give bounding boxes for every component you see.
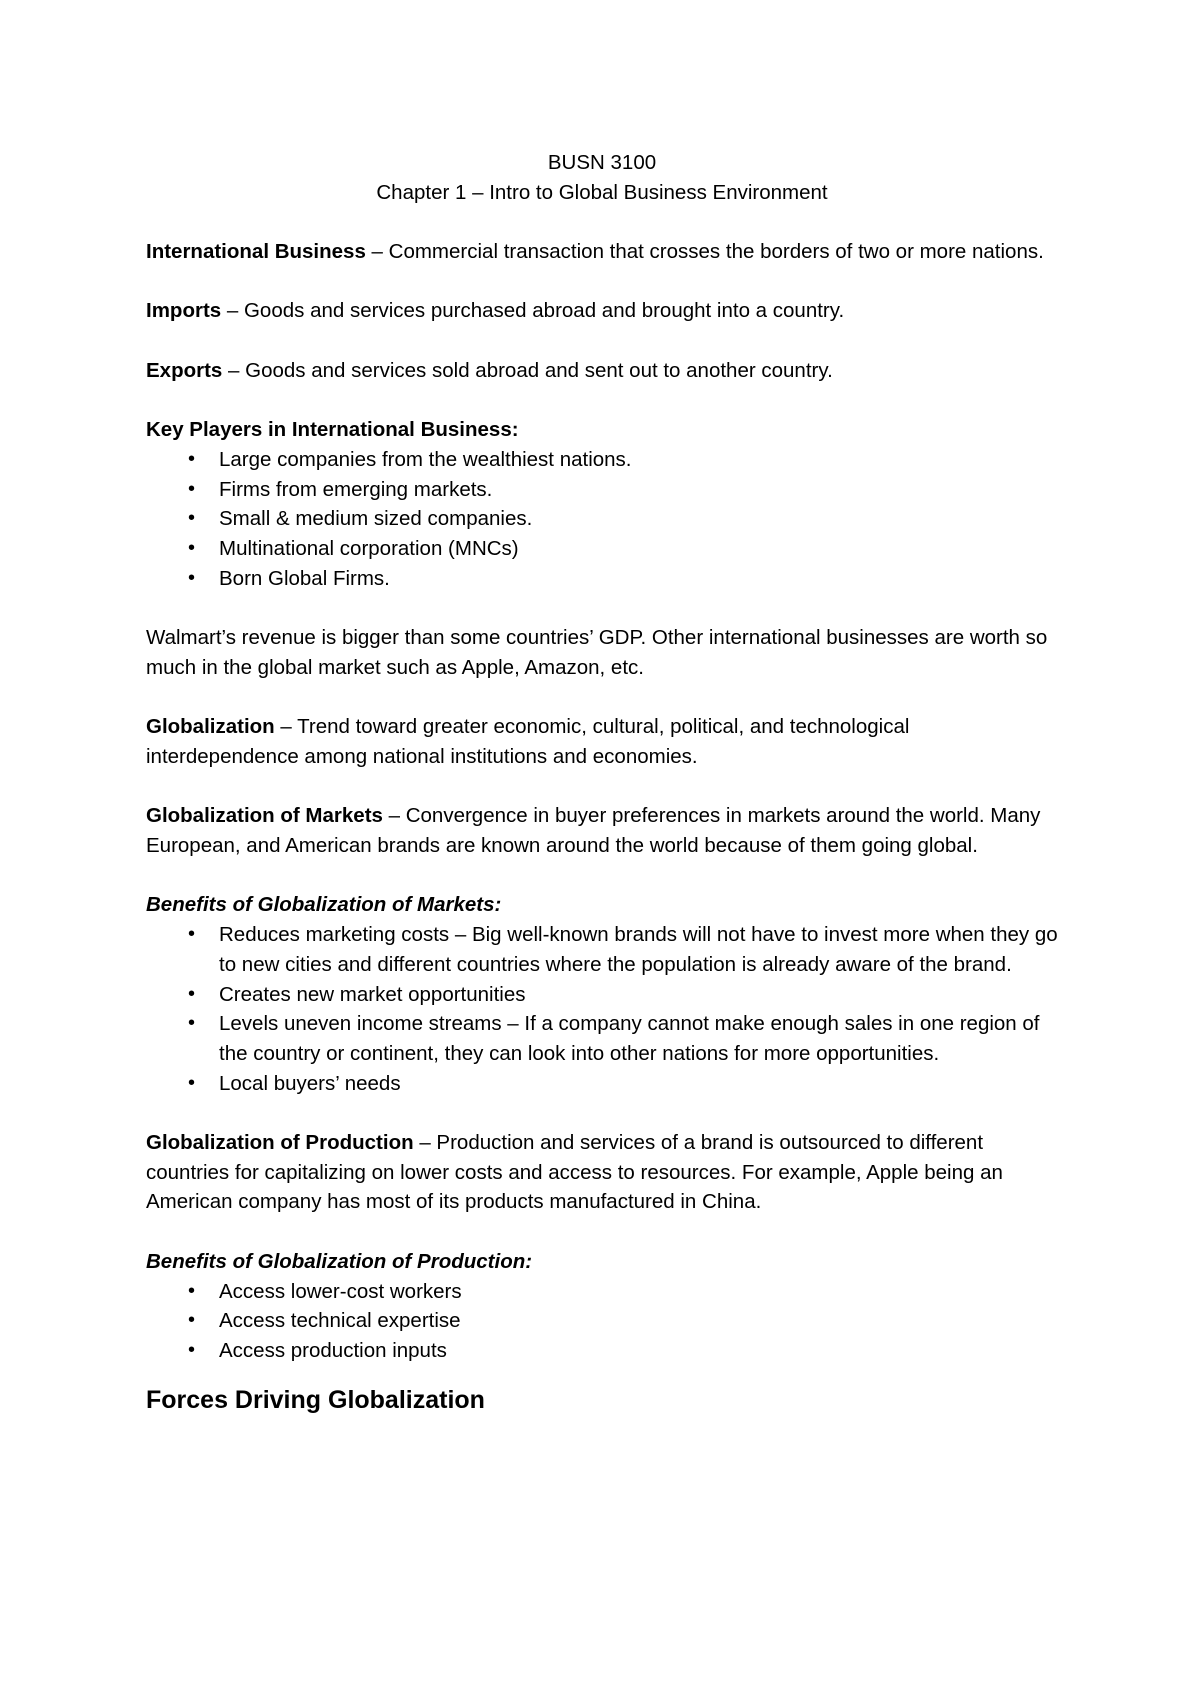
bullet-icon: •	[188, 1309, 196, 1332]
bullet-icon: •	[188, 1279, 196, 1302]
definition-globalization	[146, 712, 1058, 771]
definition-globalization-of-production	[146, 1128, 1058, 1217]
definition-exports	[146, 356, 1058, 386]
document-body	[146, 148, 1058, 1417]
list-item: • Local buyers’ needs	[146, 1069, 1058, 1099]
def-international-business: – Commercial transaction that crosses the borders of two or more nations.	[365, 240, 1044, 264]
list-item: • Small & medium sized companies.	[146, 504, 1058, 534]
term-exports: Exports	[146, 358, 223, 382]
bullet-icon: •	[188, 507, 196, 530]
bullet-icon: •	[188, 537, 196, 560]
forces-driving-globalization-heading: Forces Driving Globalization	[146, 1385, 485, 1414]
list-item: • Access lower-cost workers	[146, 1277, 1058, 1307]
benefits-production-heading: Benefits of Globalization of Production:	[146, 1249, 533, 1273]
list-item: • Multinational corporation (MNCs)	[146, 534, 1058, 564]
bullet-icon: •	[188, 923, 196, 946]
benefits-markets-list	[146, 920, 1058, 1098]
term-globalization-of-production: Globalization of Production	[146, 1131, 414, 1155]
key-players-heading: Key Players in International Business:	[146, 418, 519, 442]
bullet-icon: •	[188, 447, 196, 470]
course-code: BUSN 3100	[547, 151, 657, 174]
definition-globalization-of-markets	[146, 801, 1058, 860]
bullet-icon: •	[188, 477, 196, 500]
def-globalization-of-markets: – Convergence in buyer preferences in markets around the world. Many European, and American brands are known around the world because of them going global.	[146, 804, 1041, 858]
list-item: • Firms from emerging markets.	[146, 475, 1058, 505]
definition-international-business	[146, 237, 1058, 267]
term-globalization-of-markets: Globalization of Markets	[146, 804, 383, 828]
bullet-icon: •	[188, 1012, 196, 1035]
walmart-paragraph: Walmart’s revenue is bigger than some countries’ GDP. Other international businesses are worth so much in the global market such as Apple, Amazon, etc.	[146, 626, 1048, 679]
key-players-list	[146, 445, 1058, 594]
term-international-business: International Business	[146, 240, 366, 264]
def-globalization-of-production: – Production and services of a brand is outsourced to different countries for capitalizing on lower costs and access to resources. For example, Apple being an American company has most of its products manufactured in China.	[146, 1131, 1003, 1214]
bullet-icon: •	[188, 1071, 196, 1094]
list-item: • Creates new market opportunities	[146, 980, 1058, 1010]
list-item: • Large companies from the wealthiest nations.	[146, 445, 1058, 475]
def-exports: – Goods and services sold abroad and sent out to another country.	[222, 358, 833, 382]
def-imports: – Goods and services purchased abroad and brought into a country.	[221, 299, 845, 323]
chapter-title: Chapter 1 – Intro to Global Business Environment	[376, 180, 828, 204]
list-item: • Access technical expertise	[146, 1306, 1058, 1336]
list-item: • Levels uneven income streams – If a company cannot make enough sales in one region of the country or continent, they can look into other nations for more opportunities.	[146, 1009, 1058, 1068]
list-item: • Born Global Firms.	[146, 564, 1058, 594]
list-item: • Reduces marketing costs – Big well-known brands will not have to invest more when they go to new cities and different countries where the population is already aware of the brand.	[146, 920, 1058, 979]
list-item: • Access production inputs	[146, 1336, 1058, 1366]
benefits-production-list	[146, 1277, 1058, 1366]
term-imports: Imports	[146, 299, 222, 323]
bullet-icon: •	[188, 566, 196, 589]
bullet-icon: •	[188, 982, 196, 1005]
term-globalization: Globalization	[146, 715, 275, 739]
bullet-icon: •	[188, 1338, 196, 1361]
definition-imports	[146, 296, 1058, 326]
benefits-markets-heading: Benefits of Globalization of Markets:	[146, 893, 502, 917]
def-globalization: – Trend toward greater economic, cultural, political, and technological interdependence among national institutions and economies.	[146, 715, 910, 768]
